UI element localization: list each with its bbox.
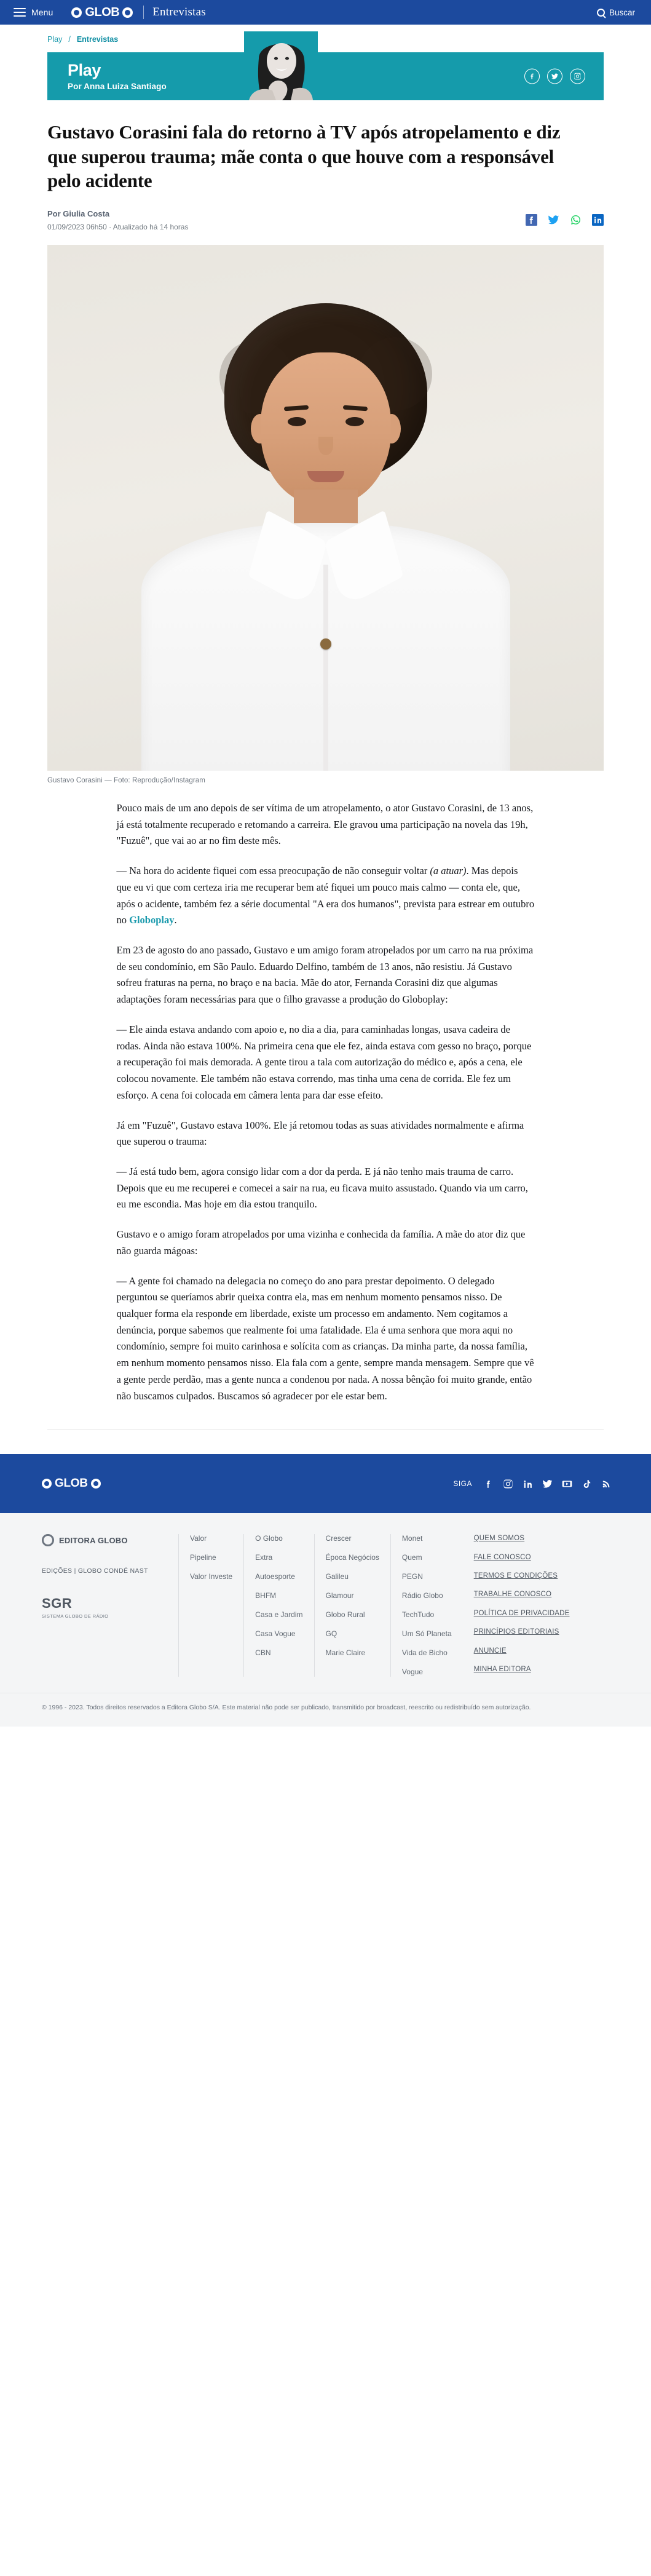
footer-brand-column xyxy=(25,1534,178,1677)
footer-column-4 xyxy=(390,1534,463,1677)
oglobo-logo[interactable] xyxy=(71,6,135,20)
footer-logo-wordmark: GLOB xyxy=(55,1477,88,1490)
footer-link[interactable]: Crescer xyxy=(325,1534,352,1543)
footer-link[interactable]: Valor Investe xyxy=(190,1572,233,1581)
footer-link[interactable]: Um Só Planeta xyxy=(401,1629,452,1639)
footer-link[interactable]: Monet xyxy=(401,1534,423,1543)
menu-button-label[interactable]: Menu xyxy=(31,7,53,17)
hero-eye-left xyxy=(288,417,306,426)
play-banner-author: Por Anna Luiza Santiago xyxy=(68,81,167,91)
play-banner-wrapper xyxy=(0,52,651,100)
facebook-icon[interactable] xyxy=(483,1479,494,1489)
whatsapp-icon[interactable] xyxy=(570,214,582,226)
play-banner-texts xyxy=(68,62,167,91)
footer-link[interactable]: Glamour xyxy=(325,1591,354,1600)
footer-oglobo-logo[interactable] xyxy=(42,1477,103,1490)
linkedin-icon[interactable] xyxy=(592,214,604,226)
article-hero-figure xyxy=(47,245,604,784)
footer-column-2 xyxy=(243,1534,314,1677)
hamburger-line xyxy=(14,15,26,17)
footer-link[interactable]: PEGN xyxy=(401,1572,423,1581)
article-paragraph: Pouco mais de um ano depois de ser vítima de um atropelamento, o ator Gustavo Corasini, de 13 anos, já está totalmente recuperado e retomando a carreira. Ele gravou uma participação na novela das 19h, "Fuzuê", que vai ao ar no fim deste mês. xyxy=(116,802,534,847)
twitter-icon[interactable] xyxy=(542,1479,553,1489)
footer-link[interactable]: Marie Claire xyxy=(325,1648,366,1658)
byline-block xyxy=(47,209,189,231)
footer-link[interactable]: Vida de Bicho xyxy=(401,1648,448,1658)
footer-link[interactable]: Casa e Jardim xyxy=(255,1610,303,1620)
logo-o-ring-icon xyxy=(122,7,133,18)
logo-o-ring-icon xyxy=(71,7,82,18)
footer-legal-link-fale-conosco[interactable]: FALE CONOSCO xyxy=(473,1553,531,1561)
tiktok-icon[interactable] xyxy=(582,1479,592,1489)
logo-o-ring-icon xyxy=(91,1479,101,1489)
nav-divider xyxy=(143,6,144,19)
article-paragraph: Em 23 de agosto do ano passado, Gustavo e um amigo foram atropelados por um carro na rua próxima de seu condomínio, em São Paulo. Eduardo Delfino, também de 13 anos, não resistiu. Já Gustavo sofreu fraturas na perna, no braço e na bacia. Mãe do ator, Fernanda Corasini diz que algumas adaptações foram necessárias para que o filho gravasse a produção do Globoplay: xyxy=(116,944,534,1006)
search-icon xyxy=(597,9,605,17)
hamburger-menu-icon[interactable] xyxy=(14,8,26,17)
footer-link[interactable]: Globo Rural xyxy=(325,1610,365,1620)
article-body xyxy=(117,784,535,1404)
footer-link[interactable]: GQ xyxy=(325,1629,337,1639)
footer-copyright: © 1996 - 2023. Todos direitos reservados a Editora Globo S/A. Este material não pode ser publicado, transmitido por broadcast, reescrito ou redistribuído sem autorização. xyxy=(0,1693,651,1727)
search-button[interactable] xyxy=(597,8,637,17)
columnist-portrait xyxy=(244,31,318,100)
top-navigation-bar xyxy=(0,0,651,25)
footer-link[interactable]: TechTudo xyxy=(401,1610,435,1620)
footer-link[interactable]: BHFM xyxy=(255,1591,277,1600)
footer-legal-link-minha-editora[interactable]: MINHA EDITORA xyxy=(473,1665,531,1673)
footer-link[interactable]: Valor xyxy=(190,1534,207,1543)
footer-legal-column xyxy=(463,1534,581,1677)
hero-eye-right xyxy=(345,417,364,426)
article-paragraph: — Ele ainda estava andando com apoio e, no dia a dia, para caminhadas longas, usava cadeira de rodas. Ainda não estava 100%. Na primeira cena que ele fez, ainda estava com gesso no braço, porque a recuperação foi mais demorada. A gente tirou a tala com autorização do médico e, após a cena, ele colocou novamente. Ele também não estava correndo, mas tinha uma cena de corrida. Ele fez um esforço. A cena foi colocada em câmera lenta para dar esse efeito. xyxy=(116,1023,532,1101)
breadcrumb-item-play[interactable]: Play xyxy=(47,35,63,44)
rss-icon[interactable] xyxy=(601,1479,612,1489)
footer-legal-link-termos[interactable]: TERMOS E CONDIÇÕES xyxy=(473,1572,558,1580)
article-main xyxy=(0,120,651,1404)
sgr-subtitle: SISTEMA GLOBO DE RÁDIO xyxy=(42,1613,109,1620)
hero-nose xyxy=(318,437,333,455)
page-title: Gustavo Corasini fala do retorno à TV após atropelamento e diz que superou trauma; mãe conta o que houve com a responsável pelo acidente xyxy=(47,121,561,192)
hamburger-line xyxy=(14,8,26,9)
article-hero-image xyxy=(47,245,604,771)
footer-link[interactable]: Rádio Globo xyxy=(401,1591,443,1600)
youtube-icon[interactable] xyxy=(562,1479,572,1489)
twitter-icon[interactable] xyxy=(548,214,559,226)
footer-edicoes-label: EDIÇÕES | GLOBO CONDÉ NAST xyxy=(42,1567,148,1575)
globoplay-link[interactable]: Globoplay xyxy=(129,914,175,926)
paragraph-text-part-a: — Na hora do acidente fiquei com essa preocupação de não conseguir voltar xyxy=(116,865,430,877)
article-timestamp: 01/09/2023 06h50 · Atualizado há 14 horas xyxy=(47,223,189,232)
footer-legal-link-trabalhe-conosco[interactable]: TRABALHE CONOSCO xyxy=(473,1591,552,1599)
article-share-row xyxy=(526,209,604,226)
footer-link[interactable]: Autoesporte xyxy=(255,1572,295,1581)
paragraph-text-part-c: . xyxy=(174,914,177,926)
play-banner-title: Play xyxy=(68,60,101,79)
paragraph-text-part-b: . Mas depois que eu vi que com certeza iria me recuperar bem até fiquei um pouco mais calmo — conta ele, que, após o acidente, também fez a série documental "A era dos humanos", prevista para estrear em outubro no xyxy=(116,865,535,926)
editora-globo-logo[interactable] xyxy=(42,1534,178,1546)
logo-wordmark: GLOB xyxy=(85,5,120,19)
footer-social-links xyxy=(483,1479,612,1489)
footer-siga-label: SIGA xyxy=(453,1479,472,1489)
logo-o-ring-icon xyxy=(42,1479,52,1489)
article-paragraph: Gustavo e o amigo foram atropelados por uma vizinha e conhecida da família. A mãe do ator diz que não guarda mágoas: xyxy=(116,1228,526,1257)
hero-mouth xyxy=(307,471,344,482)
hamburger-line xyxy=(14,12,26,13)
breadcrumb-separator: / xyxy=(68,35,71,44)
play-banner-social-links xyxy=(524,69,585,84)
footer-link[interactable]: Galileu xyxy=(325,1572,349,1581)
footer-links-area xyxy=(0,1513,651,1693)
footer-link[interactable]: Época Negócios xyxy=(325,1553,379,1562)
hero-shirt-placket xyxy=(323,565,328,771)
footer-link[interactable]: CBN xyxy=(255,1648,271,1658)
hero-face-shape xyxy=(261,352,391,506)
footer-link[interactable]: Pipeline xyxy=(190,1553,216,1562)
footer-brand-bar xyxy=(0,1454,651,1513)
article-paragraph: Já em "Fuzuê", Gustavo estava 100%. Ele já retomou todas as suas atividades normalmente e afirma que superou o trauma: xyxy=(116,1119,524,1148)
paragraph-italic-atuar: (a atuar) xyxy=(430,865,467,877)
hero-shirt-button xyxy=(320,638,331,650)
footer-link[interactable]: Extra xyxy=(255,1553,273,1562)
facebook-icon[interactable] xyxy=(524,69,540,84)
footer-link[interactable]: Quem xyxy=(401,1553,422,1562)
twitter-icon[interactable] xyxy=(547,69,562,84)
byline-row xyxy=(47,209,604,231)
sgr-logo-block xyxy=(42,1596,178,1619)
play-banner xyxy=(47,52,604,100)
nav-section-entrevistas[interactable]: Entrevistas xyxy=(152,6,206,18)
footer-link[interactable]: O Globo xyxy=(255,1534,283,1543)
facebook-icon[interactable] xyxy=(526,214,537,226)
footer-link[interactable]: Vogue xyxy=(401,1668,423,1677)
footer-legal-link-quem-somos[interactable]: QUEM SOMOS xyxy=(473,1535,525,1543)
sgr-logo: SGR xyxy=(42,1596,73,1612)
footer-link[interactable]: Casa Vogue xyxy=(255,1629,296,1639)
article-paragraph: — A gente foi chamado na delegacia no começo do ano para prestar depoimento. O delegado perguntou se queríamos abrir queixa contra ela, mas em nenhum momento pensamos nisso. De qualquer forma ela responde em liberdade, existe um processo em andamento. Nem cogitamos a denúncia, porque sabemos que realmente foi uma fatalidade. Ela é uma senhora que mora aqui no condomínio, sempre foi muito carinhosa e solícita com as crianças. Da minha parte, da nossa família, em nenhum momento pensamos nisso. Ela fala com a gente, sempre manda mensagem. Sempre que vê a gente perde perdão, mas a gente nunca a condenou por nada. A nossa bênção foi muito grande, então não buscamos culpados. Buscamos só agradecer por ele estar bem. xyxy=(116,1274,534,1402)
breadcrumb xyxy=(0,25,651,52)
instagram-icon[interactable] xyxy=(570,69,585,84)
linkedin-icon[interactable] xyxy=(523,1479,533,1489)
editora-globo-label: EDITORA GLOBO xyxy=(59,1535,128,1545)
article-image-caption: Gustavo Corasini — Foto: Reprodução/Instagram xyxy=(47,777,205,785)
article-paragraph-with-link xyxy=(117,863,535,929)
editora-globo-mark-icon xyxy=(42,1534,54,1546)
footer-column-3 xyxy=(314,1534,390,1677)
instagram-icon[interactable] xyxy=(503,1479,513,1489)
search-button-label: Buscar xyxy=(609,7,635,17)
footer-legal-link-anuncie[interactable]: ANUNCIE xyxy=(473,1647,507,1655)
breadcrumb-item-entrevistas[interactable]: Entrevistas xyxy=(76,35,119,44)
footer-column-1 xyxy=(178,1534,243,1677)
footer-legal-link-privacidade[interactable]: POLÍTICA DE PRIVACIDADE xyxy=(473,1609,570,1617)
article-author: Por Giulia Costa xyxy=(47,209,110,219)
footer-legal-link-principios[interactable]: PRINCÍPIOS EDITORIAIS xyxy=(473,1628,559,1636)
article-paragraph: — Já está tudo bem, agora consigo lidar com a dor da perda. E já não tenho mais trauma de carro. Depois que eu me recuperei e comecei a sair na rua, eu ficava muito assustado. Quando via um carro, eu me escondia. Mas hoje em dia estou tranquilo. xyxy=(116,1165,528,1210)
